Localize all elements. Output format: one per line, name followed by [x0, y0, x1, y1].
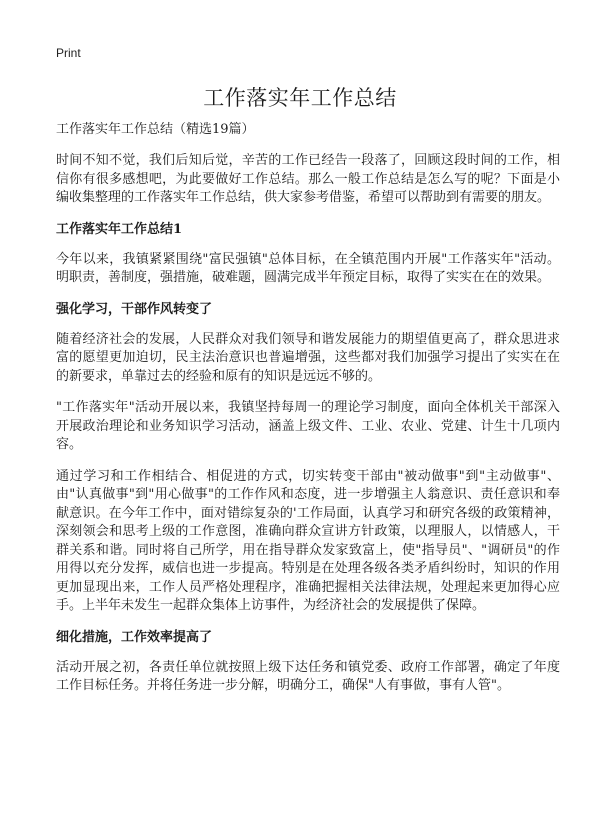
paragraph-2: 随着经济社会的发展，人民群众对我们领导和谐发展能力的期望值更高了，群众思进求富的愿望更加迫切，民主法治意识也普遍增强，这些都对我们加强学习提出了实实在在的新要求，单靠过去的经验和原有的知识是远远不够的。 [56, 331, 560, 384]
section-heading-1: 工作落实年工作总结1 [56, 221, 183, 237]
print-link[interactable]: Print [56, 46, 81, 60]
page-title: 工作落实年工作总结 [203, 86, 397, 110]
intro-paragraph: 时间不知不觉，我们后知后觉，辛苦的工作已经告一段落了，回顾这段时间的工作，相信你有很多感想吧，为此要做好工作总结。那么一般工作总结是怎么写的呢？下面是小编收集整理的工作落实年工作总结，供大家参考借鉴，希望可以帮助到有需要的朋友。 [56, 153, 560, 205]
article-body [56, 120, 560, 709]
article-subtitle: 工作落实年工作总结（精选19篇） [56, 122, 255, 137]
paragraph-4: 通过学习和工作相结合、相促进的方式，切实转变干部由"被动做事"到"主动做事"、由"认真做事"到"用心做事"的工作作风和态度，进一步增强主人翁意识、责任意识和奉献意识。在今年工作中，面对错综复杂的'工作局面，认真学习和研究各级的政策精神，深刻领会和思考上级的工作意图，准确向群众宣讲方针政策，以理服人，以情感人，干群关系和谐。同时将自己所学，用在指导群众发家致富上，使"指导员"、"调研员"的作用得以充分发挥，威信也进一步提高。特别是在处理各级各类矛盾纠纷时，知识的作用更加显现出来，工作人员严格处理程序，准确把握相关法律法规，处理起来更加得心应手。上半年未发生一起群众集体上访事件，为经济社会的发展提供了保障。 [56, 468, 560, 613]
paragraph-5: 活动开展之初，各责任单位就按照上级下达任务和镇党委、政府工作部署，确定了年度工作目标任务。并将任务进一步分解，明确分工，确保"人有事做，事有人管"。 [56, 659, 560, 693]
section-heading-3: 细化措施，工作效率提高了 [56, 629, 213, 645]
paragraph-3: "工作落实年"活动开展以来，我镇坚持每周一的理论学习制度，面向全体机关干部深入开展政治理论和业务知识学习活动，涵盖上级文件、工业、农业、党建、计生十几项内容。 [56, 400, 560, 452]
section-heading-2: 强化学习，干部作风转变了 [56, 301, 213, 317]
paragraph-1: 今年以来，我镇紧紧围绕"富民强镇"总体目标，在全镇范围内开展"工作落实年"活动。明职责，善制度，强措施，破难题，圆满完成半年预定目标，取得了实实在在的效果。 [56, 251, 560, 285]
